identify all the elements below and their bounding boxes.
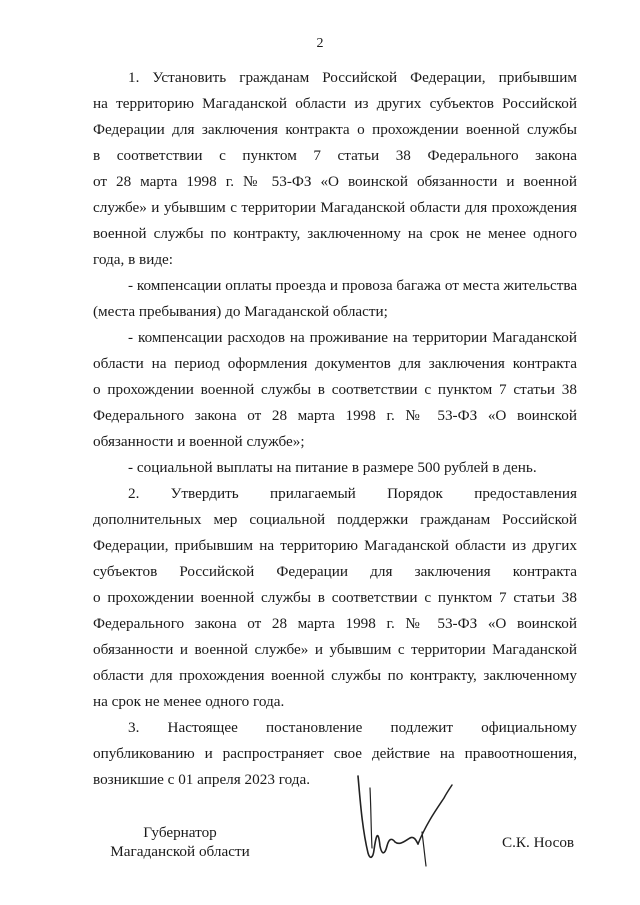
paragraph-2-line-3: Федерации, прибывшим на территорию Магаданской области из других [93, 537, 577, 554]
paragraph-3-line-3: возникшие с 01 апреля 2023 года. [93, 771, 310, 788]
list-item-2-line-2: области на период оформления документов для заключения контракта [93, 355, 577, 372]
handwritten-signature [340, 758, 470, 878]
list-item-2-line-3: о прохождении военной службы в соответствии с пунктом 7 статьи 38 [93, 381, 577, 398]
list-item-1-line-2: (места пребывания) до Магаданской области; [93, 303, 388, 320]
paragraph-1-line-3: Федерации для заключения контракта о прохождении военной службы [93, 121, 577, 138]
paragraph-2-line-4: субъектов Российской Федерации для заключения контракта [93, 563, 577, 580]
list-item-2-line-4: Федерального закона от 28 марта 1998 г. № 53-ФЗ «О воинской [93, 407, 577, 424]
paragraph-2-line-8: области для прохождения военной службы по контракту, заключенному [93, 667, 577, 684]
list-item-3-line-1: - социальной выплаты на питание в размере 500 рублей в день. [128, 459, 537, 476]
signatory-title-line-1: Губернатор [143, 824, 217, 841]
signatory-name: С.К. Носов [502, 834, 575, 851]
signatory-title [100, 823, 260, 861]
paragraph-1-line-2: на территорию Магаданской области из других субъектов Российской [93, 95, 577, 112]
paragraph-2-line-7: обязанности и военной службе» и убывшим с территории Магаданской [93, 641, 577, 658]
signatory-title-line-2: Магаданской области [110, 843, 250, 860]
paragraph-1-line-5: от 28 марта 1998 г. № 53-ФЗ «О воинской обязанности и военной [93, 173, 577, 190]
list-item-2-line-5: обязанности и военной службе»; [93, 433, 305, 450]
paragraph-3-line-1: 3. Настоящее постановление подлежит официальному [128, 719, 577, 736]
paragraph-2-line-1: 2. Утвердить прилагаемый Порядок предоставления [128, 485, 577, 502]
paragraph-2-line-5: о прохождении военной службы в соответствии с пунктом 7 статьи 38 [93, 589, 577, 606]
list-item-1-line-1: - компенсации оплаты проезда и провоза багажа от места жительства [128, 277, 578, 294]
paragraph-1-line-4: в соответствии с пунктом 7 статьи 38 Федерального закона [93, 147, 577, 164]
paragraph-1-line-1: 1. Установить гражданам Российской Федерации, прибывшим [128, 69, 577, 86]
paragraph-1-line-8: года, в виде: [93, 251, 174, 268]
paragraph-3-line-2: опубликованию и распространяет свое действие на правоотношения, [93, 745, 577, 762]
paragraph-2-line-6: Федерального закона от 28 марта 1998 г. № 53-ФЗ «О воинской [93, 615, 577, 632]
list-item-2-line-1: - компенсации расходов на проживание на территории Магаданской [128, 329, 577, 346]
paragraph-1-line-6: службе» и убывшим с территории Магаданской области для прохождения [93, 199, 577, 216]
page-number: 2 [316, 36, 324, 51]
paragraph-2-line-2: дополнительных мер социальной поддержки гражданам Российской [93, 511, 577, 528]
paragraph-1-line-7: военной службы по контракту, заключенному на срок не менее одного [93, 225, 577, 242]
paragraph-2-line-9: на срок не менее одного года. [93, 693, 285, 710]
